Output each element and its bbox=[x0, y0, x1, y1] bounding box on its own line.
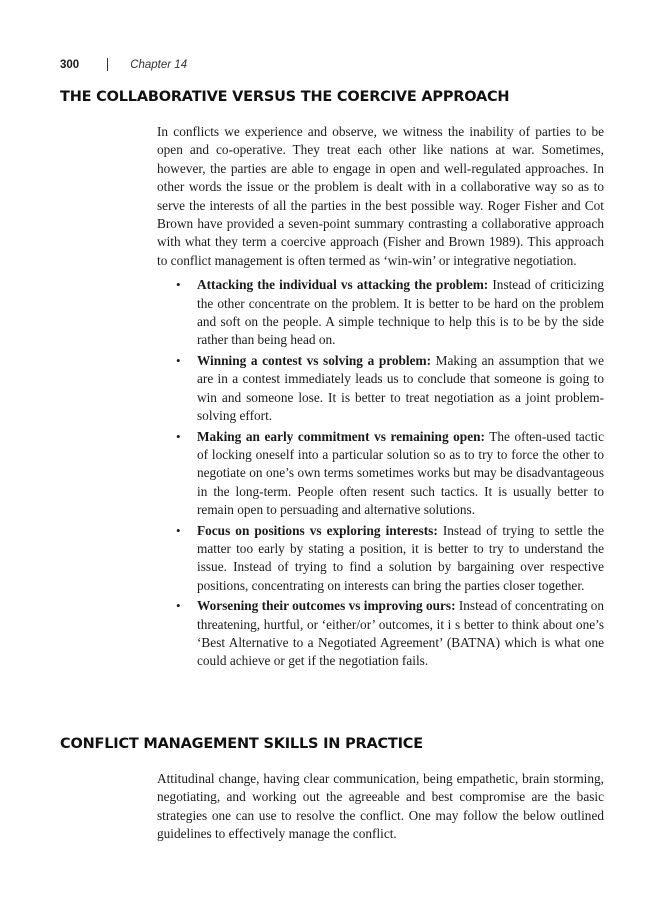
list-item bbox=[157, 276, 604, 350]
intro-paragraph: In conflicts we experience and observe, we witness the inability of parties to be open and co-operative. They treat each other like nations at war. Sometimes, however, the parties are able to engage in open and well-regulated approaches. In other words the issue or the problem is dealt with in a collaborative way so as to serve the interests of all the parties in the best possible way. Roger Fisher and Cot Brown have provided a seven-point summary contrasting a collaborative approach with what they term a coercive approach (Fisher and Brown 1989). This approach to conflict management is often termed as ‘win-win’ or integrative negotiation. bbox=[157, 124, 604, 268]
bullet-term: Winning a contest vs solving a problem: bbox=[197, 352, 432, 368]
bullet-term: Focus on positions vs exploring interests: bbox=[197, 522, 438, 538]
bullet-term: Worsening their outcomes vs improving ours: bbox=[197, 598, 456, 614]
page-number: 300 bbox=[60, 58, 80, 71]
bullet-term: Making an early commitment vs remaining open: bbox=[197, 428, 485, 444]
section-heading-skills: CONFLICT MANAGEMENT SKILLS IN PRACTICE bbox=[60, 736, 423, 752]
header-divider bbox=[107, 58, 108, 71]
bullet-text: Instead of trying to settle the matter too early by stating a position, it is better to try to understand the issue. Instead of trying to find a solution by bargaining over respective positions, concentrating on interests can bring the parties closer together. bbox=[197, 522, 604, 593]
bullet-term: Attacking the individual vs attacking the problem: bbox=[197, 277, 489, 293]
section-body-skills bbox=[157, 770, 604, 844]
list-item bbox=[157, 428, 604, 520]
section-heading-collaborative: THE COLLABORATIVE VERSUS THE COERCIVE APPROACH bbox=[60, 89, 510, 105]
bullet-text: Making an assumption that we are in a contest immediately leads us to conclude that someone is going to win and someone lose. It is better to treat negotiation as a joint problem-solving effort. bbox=[197, 352, 604, 424]
running-head bbox=[60, 58, 187, 71]
skills-paragraph: Attitudinal change, having clear communication, being empathetic, brain storming, negotiating, and working out the agreeable and best compromise are the basic strategies one can use to resolve the conflict. One may follow the below outlined guidelines to effectively manage the conflict. bbox=[157, 771, 604, 842]
section-body-collaborative bbox=[157, 123, 604, 673]
list-item bbox=[157, 352, 604, 426]
bullet-text: Instead of criticizing the other concentrate on the problem. It is better to be hard on the problem and soft on the people. A simple technique to help this is to be by the side rather than being head on. bbox=[197, 277, 604, 348]
bullet-text: The often-used tactic of locking oneself into a particular solution so as to try to force the other to negotiate on one’s own terms sometimes works but may be disadvantageous in the long-term. People often resent such tactics. It is usually better to remain open to persuading and alternative solutions. bbox=[197, 428, 604, 518]
chapter-label: Chapter 14 bbox=[130, 58, 188, 71]
list-item bbox=[157, 522, 604, 596]
approach-list bbox=[157, 276, 604, 671]
list-item bbox=[157, 597, 604, 671]
bullet-text: Instead of concentrating on threatening, hurtful, or ‘either/or’ outcomes, it i s better to think about one’s ‘Best Alternative to a Negotiated Agreement’ (BATNA) which is what one could achieve or get if the negotiation fails. bbox=[197, 598, 604, 669]
